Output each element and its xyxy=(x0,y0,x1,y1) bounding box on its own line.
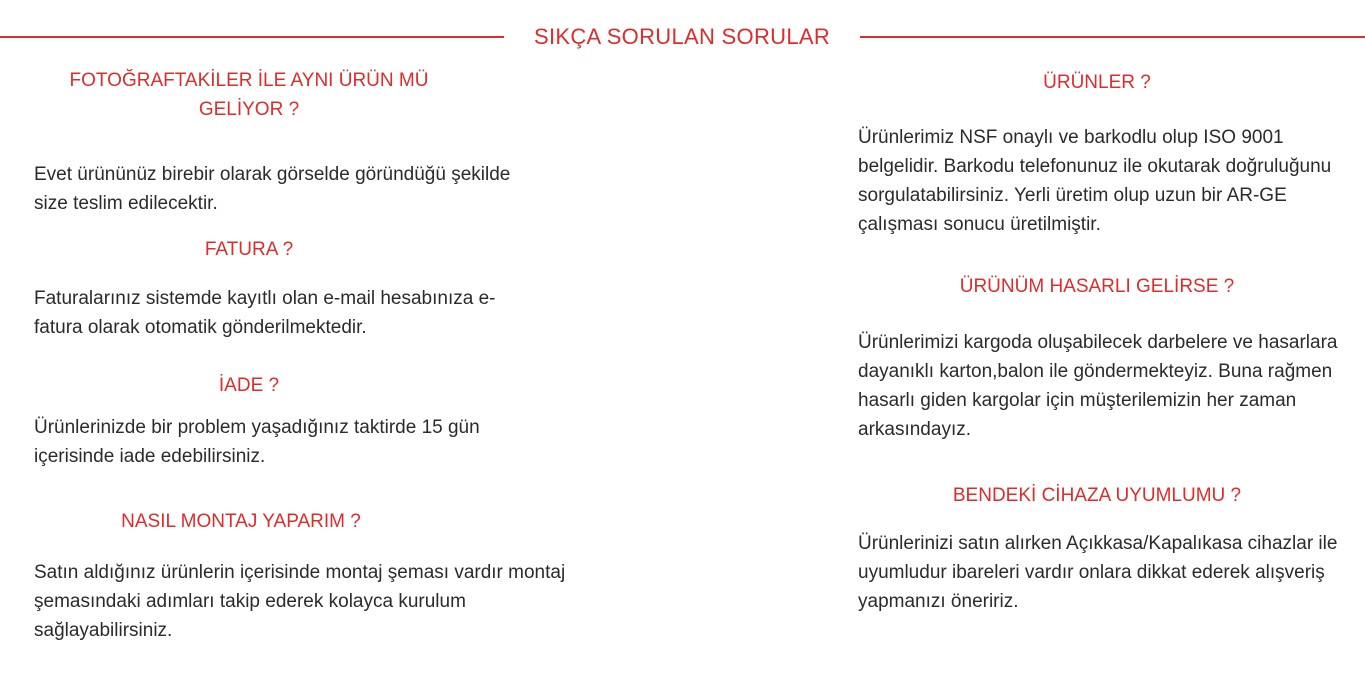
faq-question-assembly: NASIL MONTAJ YAPARIM ? xyxy=(121,511,361,532)
faq-answer-damaged: Ürünlerimizi kargoda oluşabilecek darbelere ve hasarlara dayanıklı karton,balon ile göndermekteyiz. Buna rağmen hasarlı giden kargolar için müşterilemizin her zaman arkasındayız. xyxy=(858,332,1338,440)
faq-answer-products: Ürünlerimiz NSF onaylı ve barkodlu olup ISO 9001 belgelidir. Barkodu telefonunuz ile okutarak doğruluğunu sorgulatabilirsiniz. Yerli üretim olup uzun bir AR-GE çalışması sonucu üretilmiştir. xyxy=(858,127,1332,235)
faq-question-invoice: FATURA ? xyxy=(204,239,294,260)
header-divider-right xyxy=(860,36,1365,38)
faq-answer-compatibility: Ürünlerinizi satın alırken Açıkkasa/Kapalıkasa cihazlar ile uyumludur ibareleri vardır onlara dikkat ederek alışveriş yapmanızı öneririz. xyxy=(858,533,1338,612)
faq-question-damaged: ÜRÜNÜM HASARLI GELİRSE ? xyxy=(959,276,1235,297)
faq-question-compatibility: BENDEKİ CİHAZA UYUMLUMU ? xyxy=(952,485,1242,506)
faq-answer-invoice: Faturalarınız sistemde kayıtlı olan e-mail hesabınıza e-fatura olarak otomatik gönderilmektedir. xyxy=(34,288,496,338)
faq-question-return: İADE ? xyxy=(218,375,280,396)
faq-question-products: ÜRÜNLER ? xyxy=(1043,72,1151,93)
header-divider-left xyxy=(0,36,504,38)
faq-question-photos: FOTOĞRAFTAKİLER İLE AYNI ÜRÜN MÜ GELİYOR ? xyxy=(69,70,429,120)
page-title: SIKÇA SORULAN SORULAR xyxy=(533,24,831,49)
faq-answer-return: Ürünlerinizde bir problem yaşadığınız taktirde 15 gün içerisinde iade edebilirsiniz. xyxy=(34,417,480,467)
faq-answer-assembly: Satın aldığınız ürünlerin içerisinde montaj şeması vardır montaj şemasındaki adımları takip ederek kolayca kurulum sağlayabilirsiniz. xyxy=(34,562,566,641)
faq-answer-photos: Evet ürününüz birebir olarak görselde göründüğü şekilde size teslim edilecektir. xyxy=(34,164,511,214)
